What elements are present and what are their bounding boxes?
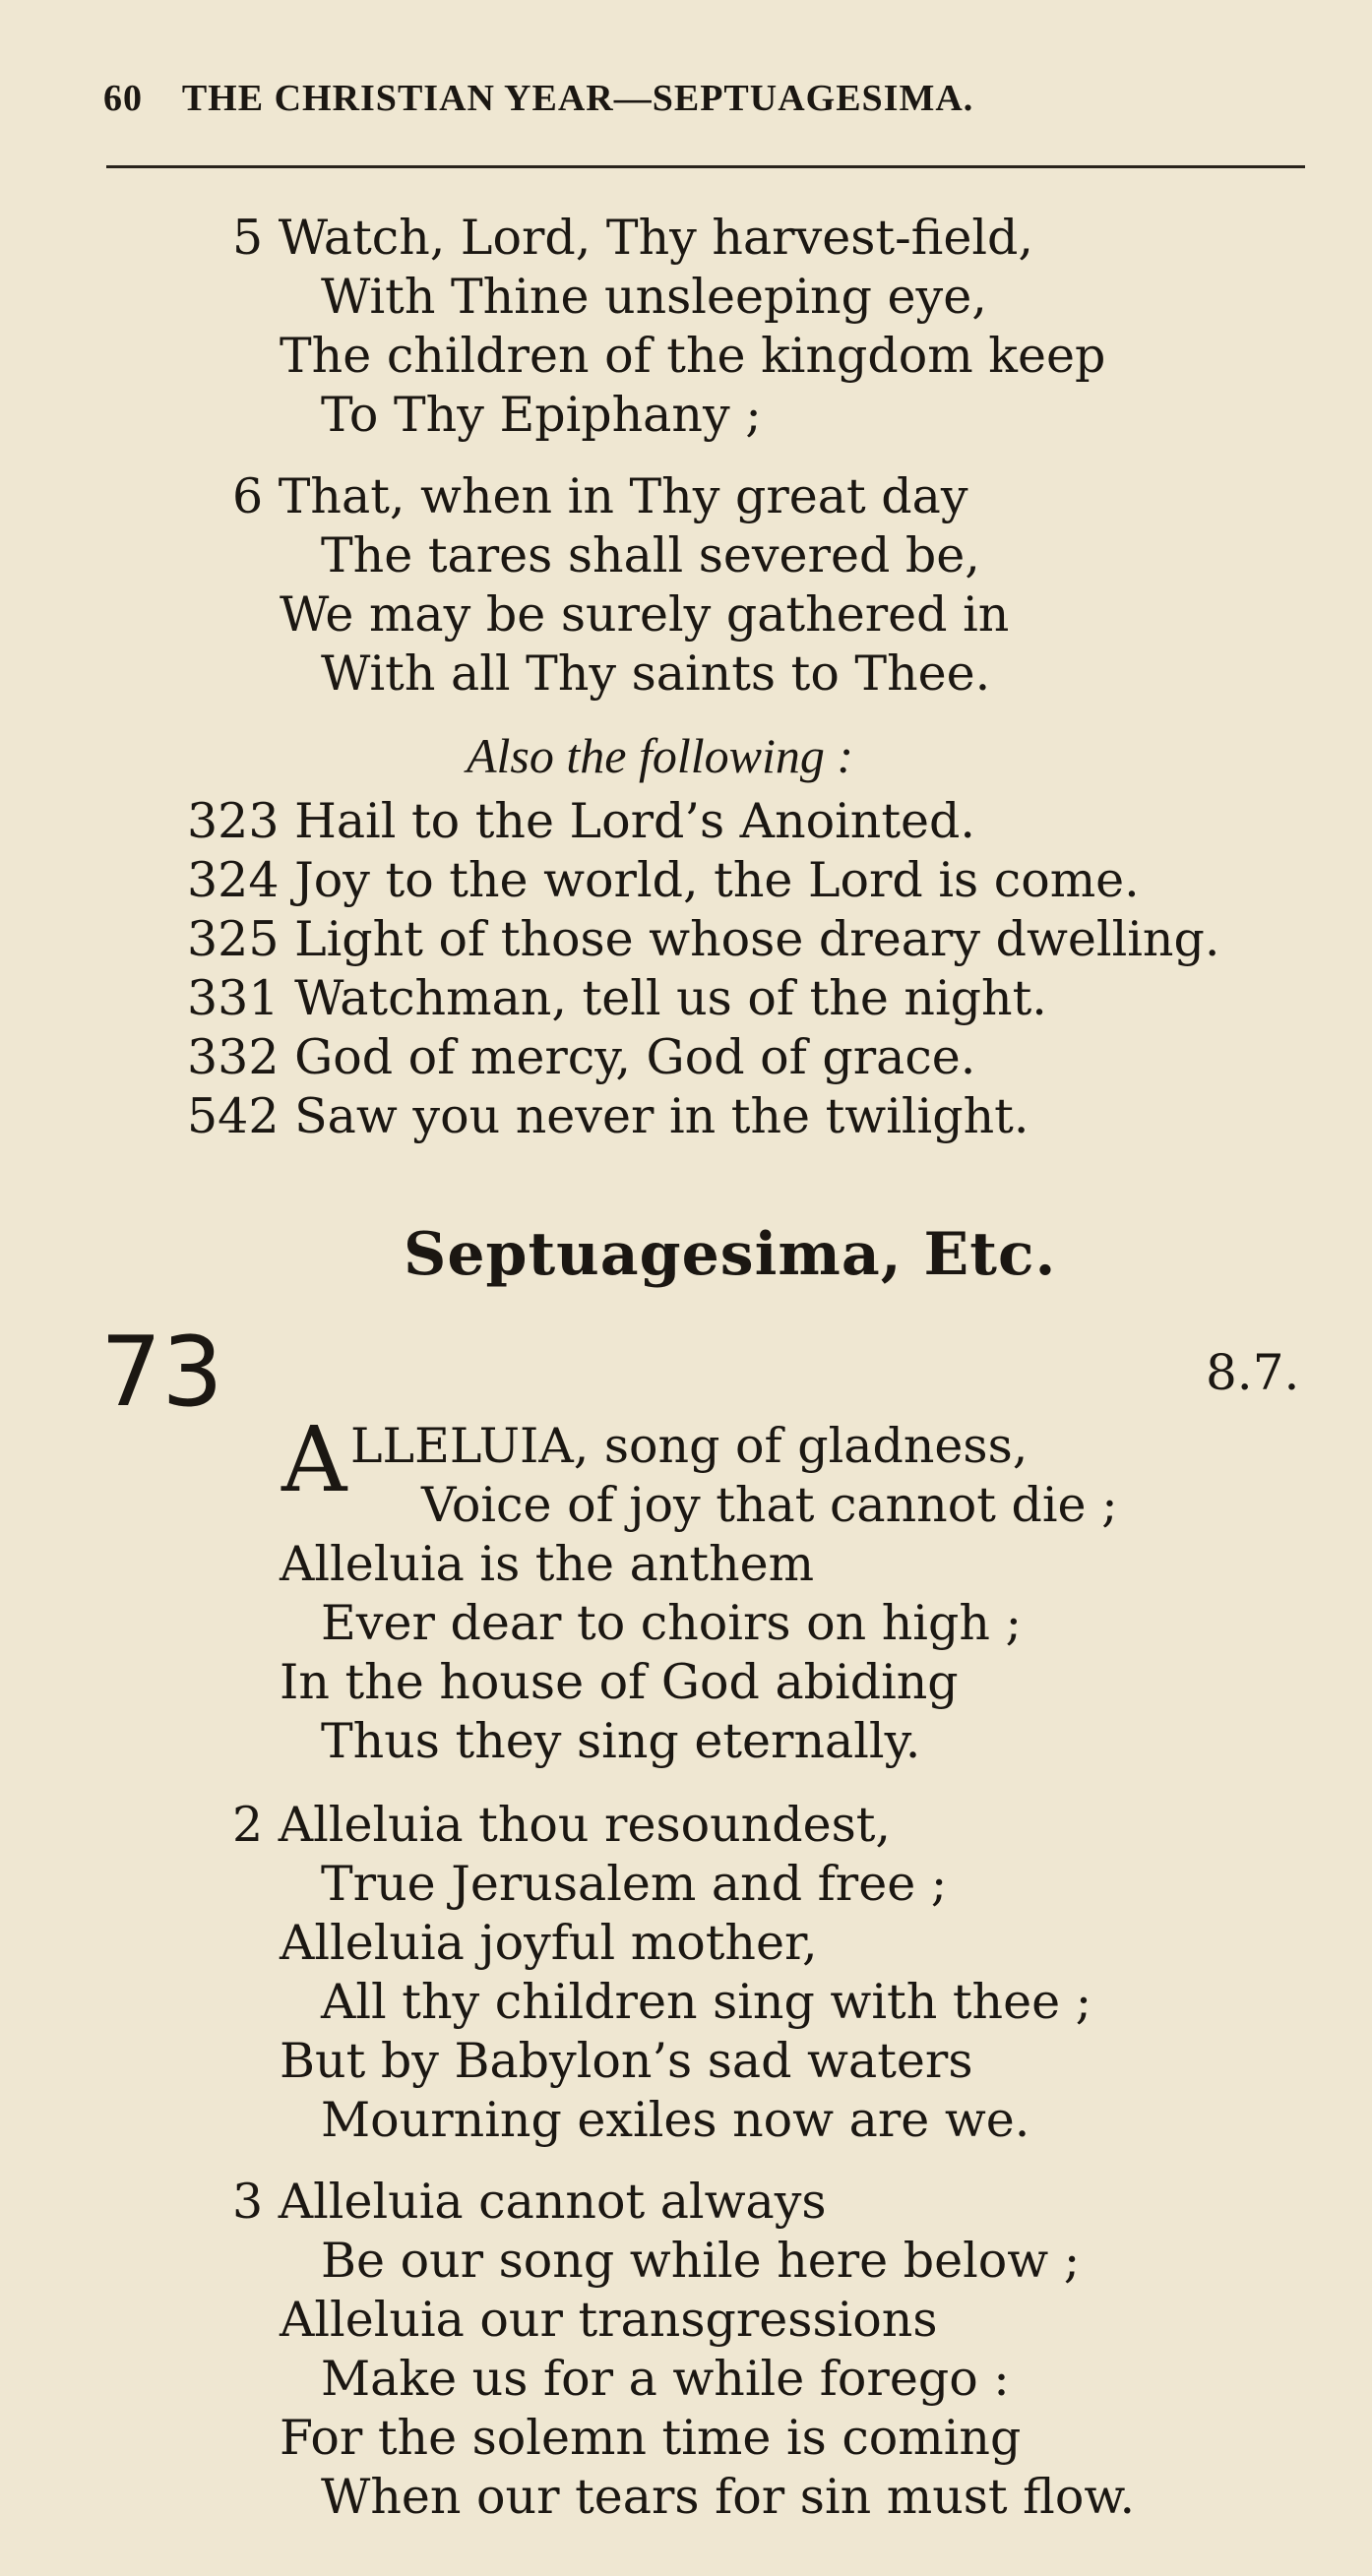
verse-line: The tares shall severed be, xyxy=(321,527,980,583)
verse-line: 6 That, when in Thy great day xyxy=(232,468,968,524)
verse-line: Alleluia our transgressions xyxy=(280,2292,938,2348)
verse-line: With Thine unsleeping eye, xyxy=(321,269,987,325)
verse-line: We may be surely gathered in xyxy=(280,586,1010,643)
running-header xyxy=(103,77,1304,120)
hymn-reference: 325 Light of those whose dreary dwelling. xyxy=(187,911,1220,967)
hymn-number: 73 xyxy=(100,1317,223,1429)
verse-line: 2 Alleluia thou resoundest, xyxy=(232,1797,892,1853)
verse-line: Be our song while here below ; xyxy=(321,2233,1081,2289)
verse-line: The children of the kingdom keep xyxy=(280,328,1106,384)
hymn-reference: 542 Saw you never in the twilight. xyxy=(187,1088,1029,1144)
hymn-reference: 323 Hail to the Lord’s Anointed. xyxy=(187,793,975,849)
running-title: THE CHRISTIAN YEAR—SEPTUAGESIMA. xyxy=(181,78,974,119)
hymn-meter: 8.7. xyxy=(1206,1344,1300,1401)
verse-line: Alleluia joyful mother, xyxy=(280,1915,818,1971)
verse-line: All thy children sing with thee ; xyxy=(321,1974,1092,2030)
verse-line: 3 Alleluia cannot always xyxy=(232,2174,827,2230)
header-rule xyxy=(106,165,1305,168)
verse-line: With all Thy saints to Thee. xyxy=(321,645,991,702)
hymn-reference: 331 Watchman, tell us of the night. xyxy=(187,970,1047,1026)
verse-line: Ever dear to choirs on high ; xyxy=(321,1595,1022,1651)
page-number: 60 xyxy=(103,78,143,119)
verse-line: Alleluia is the anthem xyxy=(280,1536,815,1592)
verse-line: 5 Watch, Lord, Thy harvest-field, xyxy=(232,210,1033,266)
verse-line: Thus they sing eternally. xyxy=(321,1713,921,1769)
verse-line: Make us for a while forego : xyxy=(321,2351,1010,2407)
verse-line: LLELUIA, song of gladness, xyxy=(350,1418,1029,1474)
also-following-label: Also the following : xyxy=(467,728,854,783)
section-title: Septuagesima, Etc. xyxy=(404,1220,1057,1289)
verse-line: True Jerusalem and free ; xyxy=(321,1856,948,1912)
verse-line: Mourning exiles now are we. xyxy=(321,2092,1030,2148)
verse-line: For the solemn time is coming xyxy=(280,2410,1022,2466)
verse-line: Voice of joy that cannot die ; xyxy=(421,1477,1118,1533)
verse-line: When our tears for sin must flow. xyxy=(321,2469,1136,2525)
verse-line: To Thy Epiphany ; xyxy=(321,387,762,443)
hymn-reference: 332 God of mercy, God of grace. xyxy=(187,1029,976,1085)
hymn-reference: 324 Joy to the world, the Lord is come. xyxy=(187,852,1140,908)
verse-line: But by Babylon’s sad waters xyxy=(280,2033,973,2089)
drop-cap: A xyxy=(281,1407,347,1512)
verse-line: In the house of God abiding xyxy=(280,1654,959,1710)
